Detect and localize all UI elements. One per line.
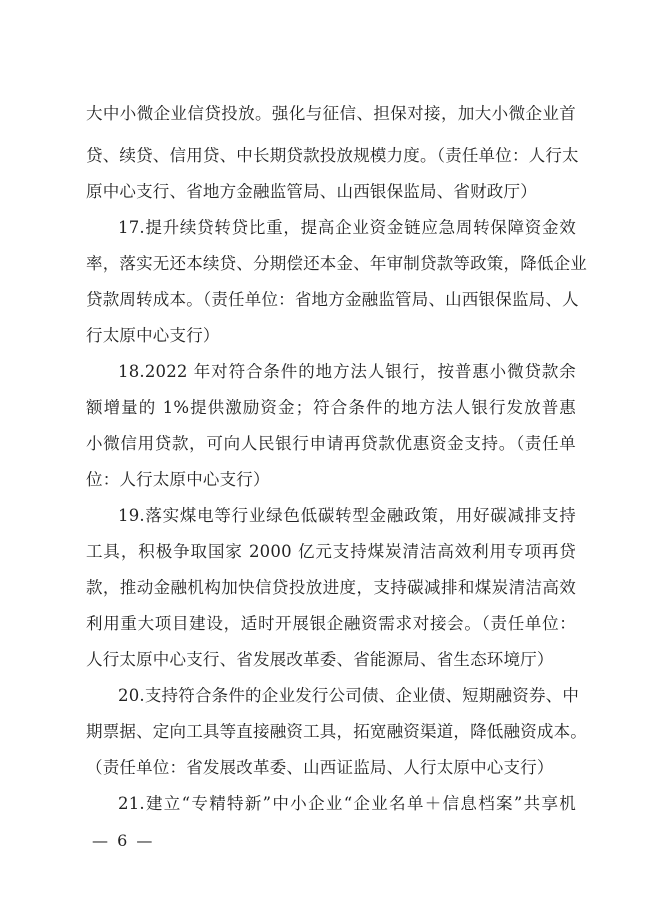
text-line: 额增量的 1%提供激励资金；符合条件的地方法人银行发放普惠 [86,398,576,417]
paragraph-18-start: 18.2022 年对符合条件的地方法人银行，按普惠小微贷款余 [118,362,576,381]
paragraph-17-start: 17.提升续贷转贷比重，提高企业资金链应急周转保障资金效 [118,218,576,237]
text-line: 小微信用贷款，可向人民银行申请再贷款优惠资金支持。（责任单 [86,434,576,453]
paragraph-21-start: 21.建立“专精特新”中小企业“企业名单＋信息档案”共享机 [118,794,576,813]
text-line: 原中心支行、省地方金融监管局、山西银保监局、省财政厅） [86,182,537,201]
paragraph-19-start: 19.落实煤电等行业绿色低碳转型金融政策，用好碳减排支持 [118,506,576,525]
text-line: 利用重大项目建设，适时开展银企融资需求对接会。（责任单位： [86,614,576,633]
paragraph-20-start: 20.支持符合条件的企业发行公司债、企业债、短期融资券、中 [118,686,580,705]
text-line: 贷款周转成本。（责任单位：省地方金融监管局、山西银保监局、人 [86,290,579,309]
text-line: 期票据、定向工具等直接融资工具，拓宽融资渠道，降低融资成本。 [86,722,587,741]
text-line: 人行太原中心支行、省发展改革委、省能源局、省生态环境厅） [86,650,554,669]
text-line: 大中小微企业信贷投放。强化与征信、担保对接，加大小微企业首 [86,104,576,123]
text-line: （责任单位：省发展改革委、山西证监局、人行太原中心支行） [86,758,554,777]
text-line: 贷、续贷、信用贷、中长期贷款投放规模力度。（责任单位：人行太 [86,146,579,165]
text-line: 款，推动金融机构加快信贷投放进度，支持碳减排和煤炭清洁高效 [86,578,576,597]
text-line: 率，落实无还本续贷、分期偿还本金、年审制贷款等政策，降低企业 [86,254,587,273]
text-line: 行太原中心支行） [86,326,220,345]
text-line: 位：人行太原中心支行） [86,470,270,489]
text-line: 工具，积极争取国家 2000 亿元支持煤炭清洁高效利用专项再贷 [86,542,576,561]
page-number: — 6 — [92,831,155,850]
